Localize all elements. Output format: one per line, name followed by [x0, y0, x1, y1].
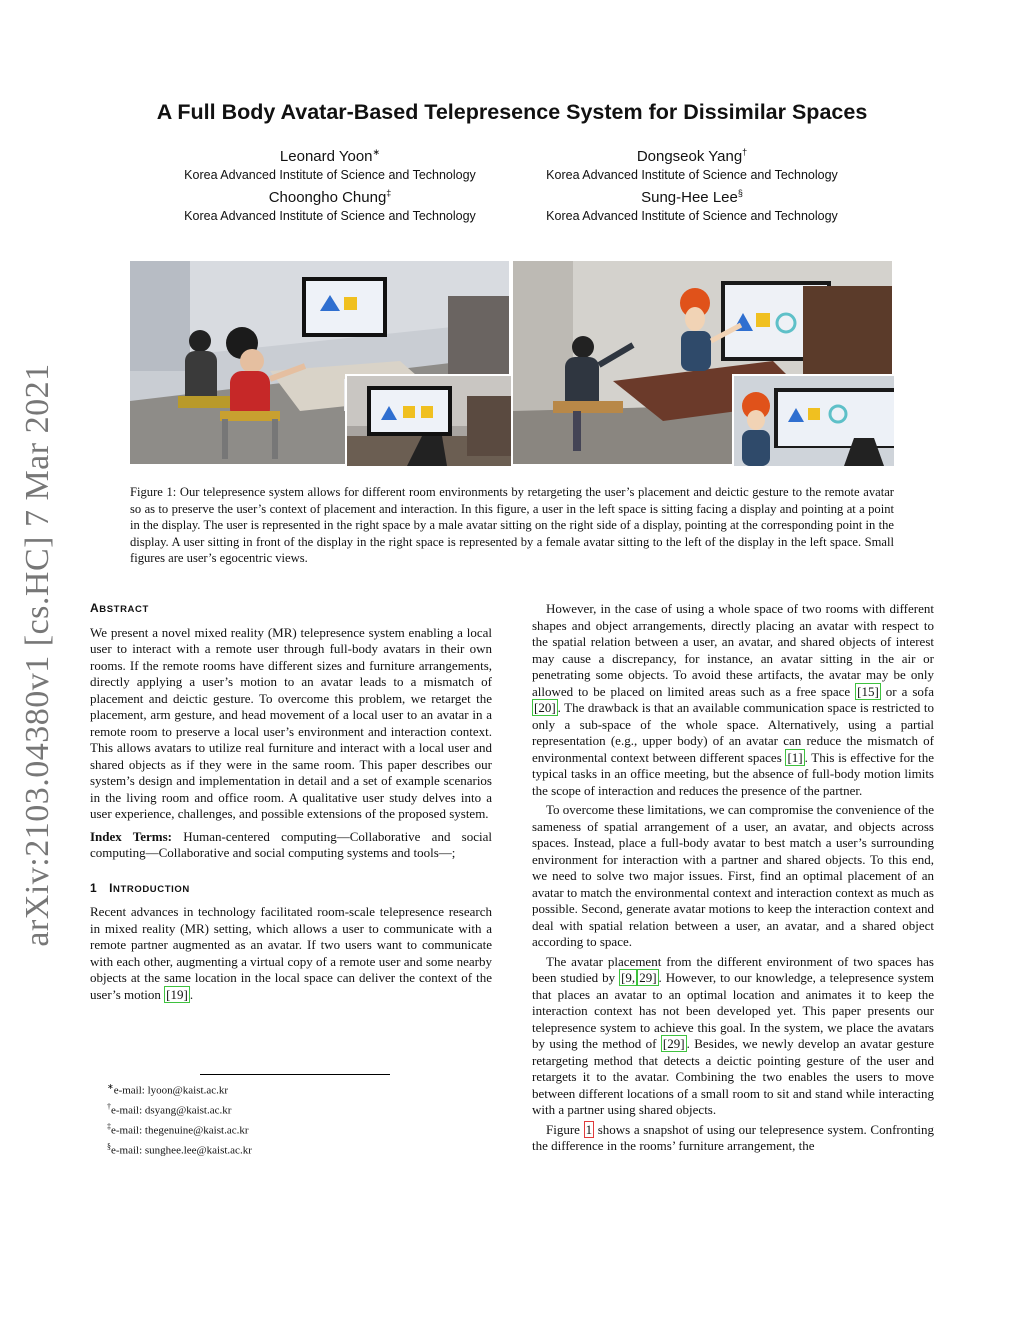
- citation-link[interactable]: 29]: [639, 970, 657, 985]
- abstract-text: We present a novel mixed reality (MR) telepresence system enabling a local user to interact with a remote user through full-body avatars in their own rooms. If the remote rooms have different sizes and furniture arrangements, directly applying a user’s motion to an avatar leads to a mismatch of placement and deictic gesture. To overcome this problem, we retarget the placement, arm gesture, and head movement of a local user to an avatar in a remote room to preserve a local user’s environment and interaction context. This allows avatars to utilize real furniture and interact with a local user and shared objects as if they were in the same room. This paper describes our system’s design and implementation in detail and a set of example scenarios in the living room and office room. A qualitative user study delves into a user experience, challenges, and possible extensions of the proposed system.: [90, 624, 492, 821]
- right-paragraph-4: Figure 1 shows a snapshot of using our telepresence system. Confronting the difference in the rooms’ furniture arrangement, the: [532, 1121, 934, 1153]
- author-mark: ∗: [372, 147, 381, 157]
- author-mark: ‡: [386, 188, 392, 198]
- figure-link[interactable]: 1: [585, 1121, 593, 1137]
- footnotes: [107, 1079, 252, 1160]
- left-egocentric-inset: [345, 374, 511, 466]
- author-name: Choongho Chung: [268, 189, 387, 206]
- author-mark: §: [737, 188, 743, 198]
- author-block-4: [512, 188, 872, 223]
- citation-link[interactable]: [19]: [166, 986, 188, 1002]
- author-affiliation: Korea Advanced Institute of Science and Technology: [184, 168, 476, 182]
- right-egocentric-inset: [732, 374, 894, 466]
- footnote: †e-mail: dsyang@kaist.ac.kr: [107, 1102, 232, 1117]
- footnote: ‡e-mail: thegenuine@kaist.ac.kr: [107, 1122, 249, 1137]
- paper-title: A Full Body Avatar-Based Telepresence System for Dissimilar Spaces: [156, 100, 868, 124]
- author-affiliation: Korea Advanced Institute of Science and Technology: [546, 168, 838, 182]
- author-block-2: [512, 147, 872, 182]
- intro-text: Recent advances in technology facilitated room-scale telepresence research in mixed reality (MR) setting, which allows a user to communicate with a remote partner augmented as an avatar. If two users want to communicate with each other, augmenting a virtual copy of a remote user and some nearby objects at the same location in the local space can deliver the context of the user’s motion [19] .: [90, 904, 492, 1002]
- abstract-heading: ABSTRACT: [90, 601, 149, 615]
- author-name: Dongseok Yang: [636, 148, 743, 165]
- author-affiliation: Korea Advanced Institute of Science and Technology: [546, 209, 838, 223]
- author-affiliation: Korea Advanced Institute of Science and Technology: [184, 209, 476, 223]
- arxiv-stamp: arXiv:2103.04380v1 [cs.HC] 7 Mar 2021: [19, 363, 56, 947]
- right-column: [532, 601, 934, 1155]
- footnote: §e-mail: sunghee.lee@kaist.ac.kr: [107, 1142, 252, 1158]
- right-paragraph-1: However, in the case of using a whole space of two rooms with different shapes and object arrangements, directly placing an avatar with respect to the spatial relation between a user, an avatar, and shared objects of interest may cause a discrepancy, for instance, an avatar sitting in the air or penetrating some objects. To avoid these artifacts, the avatar may be only allowed to be placed on limited areas such as a free space [15] or a sofa [20] . The drawback is that an available communication space is restricted to only a sub-space of the whole space. Alternatively, using a partial representation (e.g., upper body) of an avatar can reduce the mismatch of environmental context between different spaces [1] . This is effective for the typical tasks in an office meeting, but the absence of full-body motion limits the scope of interaction and reduces the presence of the partner.: [532, 601, 935, 798]
- citation-link[interactable]: [9,: [621, 970, 636, 985]
- author-block-3: [150, 188, 510, 223]
- figure-1: [130, 261, 892, 464]
- author-name: Sung-Hee Lee: [641, 189, 738, 206]
- figure-caption: Figure 1: Our telepresence system allows for different room environments by retargeting the user’s placement and deictic gesture to the remote avatar so as to preserve the user’s context of placement and interaction. In this figure, a user in the left space is sitting facing a display and pointing at a point in the display. The user is represented in the right space by a male avatar sitting on the right side of a display, pointing at the corresponding point in the display. A user sitting in front of the display in the right space is represented by a female avatar sitting to the left of the display in the left space. Small figures are user’s egocentric views.: [130, 485, 894, 566]
- index-terms: Index Terms: Human-centered computing—Collaborative and social computing—Collaborative and social computing systems and tools—;: [90, 828, 492, 860]
- left-column: [90, 600, 492, 1003]
- right-paragraph-2: To overcome these limitations, we can compromise the convenience of the sameness of spatial arrangement of a user, an avatar, and objects across spaces. Instead, place a full-body avatar to best match a user’s surrounding environment for interaction with a partner and shared objects. To this end, we need to solve two major issues. First, find an optimal placement of an avatar to match the environmental context and interaction context as much as possible. Second, generate avatar motions to keep the interaction context and deal with spatial relation between a user, an avatar, and a shared object according to space.: [532, 802, 934, 949]
- citation-link[interactable]: [15]: [857, 683, 879, 699]
- citation-link[interactable]: [20]: [534, 700, 556, 715]
- author-name: Leonard Yoon: [279, 148, 373, 165]
- right-paragraph-3: The avatar placement from the different environment of two spaces has been studied by [9, 29] . However, to our knowledge, a telepresence system that places an avatar to an optimal location and animates it to keep the interaction context has not been developed yet. This paper presents our telepresence system to achieve this goal. In the system, we place the avatars by using the method of [29] . Besides, we newly develop an avatar gesture retargeting method that detects a deictic pointing gesture of the user and retargets it to the avatar. Combining the two enables the users to move between different locations of a small room to sit and stand while interacting with a partner using shared objects.: [532, 953, 934, 1117]
- citation-link[interactable]: [29]: [662, 1036, 685, 1051]
- author-mark: †: [742, 147, 748, 157]
- intro-heading: 1 INTRODUCTION: [90, 880, 190, 895]
- citation-link[interactable]: [1]: [787, 749, 803, 765]
- footnote: ∗e-mail: lyoon@kaist.ac.kr: [107, 1082, 228, 1097]
- author-block-1: [150, 147, 510, 182]
- footnote-rule: [200, 1074, 390, 1075]
